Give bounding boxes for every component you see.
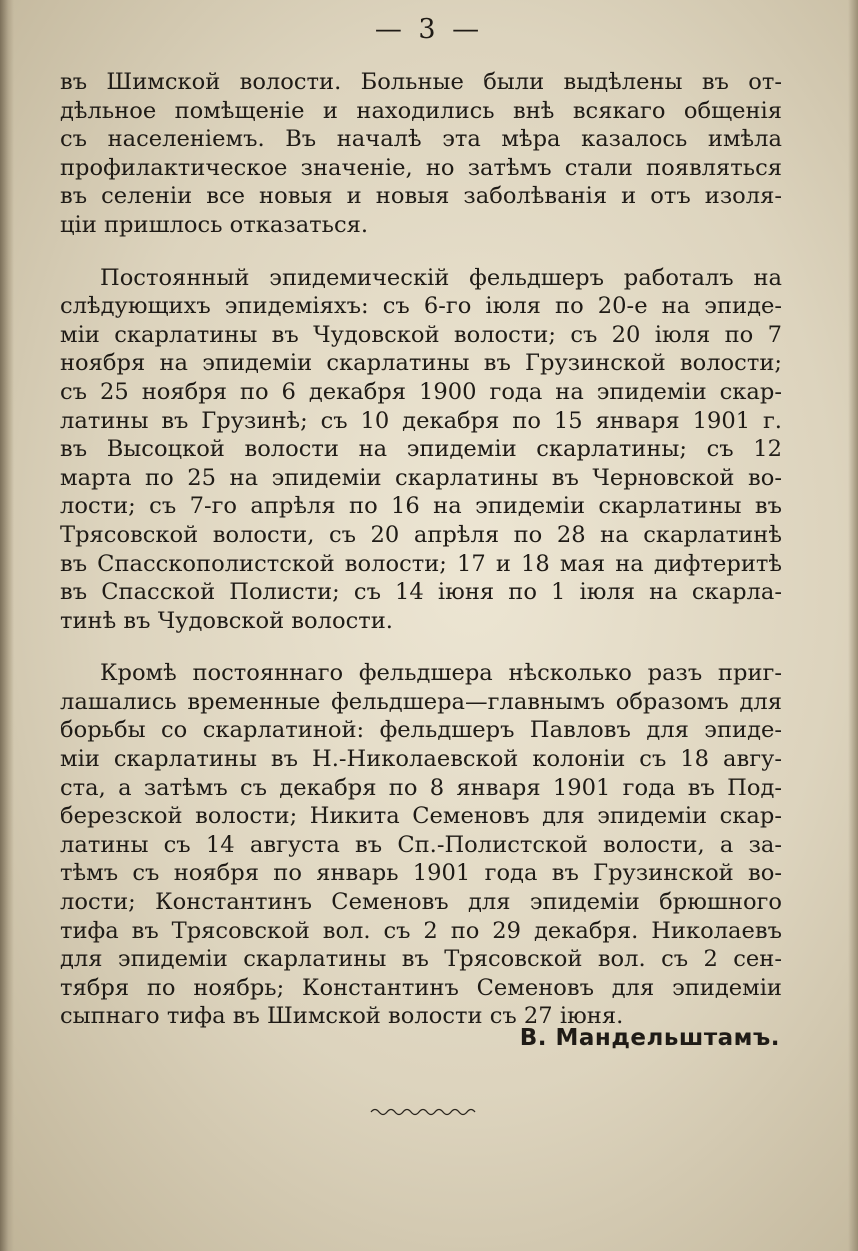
page-left-edge-shadow xyxy=(0,0,14,1251)
text-line: съ 25 ноября по 6 декабря 1900 года на эпидеміи скар- xyxy=(60,378,782,405)
text-line: слѣдующихъ эпидеміяхъ: съ 6-го іюля по 20-е на эпиде- xyxy=(60,293,782,320)
text-line: для эпидеміи скарлатины въ Трясовской вол. съ 2 сен- xyxy=(60,946,782,973)
text-line: борьбы со скарлатиной: фельдшеръ Павловъ для эпиде- xyxy=(60,717,782,744)
text-line: съ населеніемъ. Въ началѣ эта мѣра казалось имѣла xyxy=(60,126,782,153)
paragraph-3 xyxy=(60,659,782,1031)
text-line: Постоянный эпидемическій фельдшеръ работалъ на xyxy=(100,264,782,291)
page-number: — 3 — xyxy=(374,14,484,45)
text-line: міи скарлатины въ Н.-Николаевской колоніи съ 18 авгу- xyxy=(60,746,782,773)
paragraph-2 xyxy=(60,264,782,636)
text-line: въ Спасскополистской волости; 17 и 18 мая на дифтеритѣ xyxy=(60,550,782,577)
text-line: въ Высоцкой волости на эпидеміи скарлатины; съ 12 xyxy=(60,436,782,463)
text-line: лашались временные фельдшера—главнымъ образомъ для xyxy=(60,688,782,715)
text-line: тября по ноябрь; Константинъ Семеновъ для эпидеміи xyxy=(60,974,782,1001)
text-line: дѣльное помѣщеніе и находились внѣ всякаго общенія xyxy=(60,97,782,124)
paragraph-1 xyxy=(60,68,782,240)
text-line: въ Спасской Полисти; съ 14 іюня по 1 іюля на скарла- xyxy=(60,579,782,606)
text-line: ноября на эпидеміи скарлатины въ Грузинской волости; xyxy=(60,350,782,377)
text-line: лости; съ 7-го апрѣля по 16 на эпидеміи скарлатины въ xyxy=(60,493,782,520)
text-line: тифа въ Трясовской вол. съ 2 по 29 декабря. Николаевъ xyxy=(60,917,782,944)
text-line: въ селеніи все новыя и новыя заболѣванія и отъ изоля- xyxy=(60,183,782,210)
text-line: латины въ Грузинѣ; съ 10 декабря по 15 января 1901 г. xyxy=(60,407,782,434)
text-line: ста, а затѣмъ съ декабря по 8 января 1901 года въ Под- xyxy=(60,774,782,801)
text-line: березской волости; Никита Семеновъ для эпидеміи скар- xyxy=(60,803,782,830)
text-line: ціи пришлось отказаться. xyxy=(60,211,369,238)
text-line: міи скарлатины въ Чудовской волости; съ 20 іюля по 7 xyxy=(60,321,782,348)
text-line: марта по 25 на эпидеміи скарлатины въ Черновской во- xyxy=(60,464,782,491)
author-signature: В. Мандельштамъ. xyxy=(519,1025,780,1051)
page-right-edge-shadow xyxy=(848,0,858,1251)
body-text xyxy=(60,68,782,1031)
text-line: лости; Константинъ Семеновъ для эпидеміи брюшного xyxy=(60,889,782,916)
text-line: сыпнаго тифа въ Шимской волости съ 27 іюня. xyxy=(60,1003,624,1030)
text-line: тѣмъ съ ноября по январь 1901 года въ Грузинской во- xyxy=(60,860,782,887)
wavy-line-ornament xyxy=(369,1104,479,1118)
text-line: Кромѣ постояннаго фельдшера нѣсколько разъ приг- xyxy=(100,660,782,687)
text-line: профилактическое значеніе, но затѣмъ стали появляться xyxy=(60,154,782,181)
text-line: въ Шимской волости. Больные были выдѣлены въ от- xyxy=(60,69,782,95)
text-line: латины съ 14 августа въ Сп.-Полистской волости, а за- xyxy=(60,831,782,858)
text-line: тинѣ въ Чудовской волости. xyxy=(60,607,393,634)
text-line: Трясовской волости, съ 20 апрѣля по 28 на скарлатинѣ xyxy=(60,521,782,548)
